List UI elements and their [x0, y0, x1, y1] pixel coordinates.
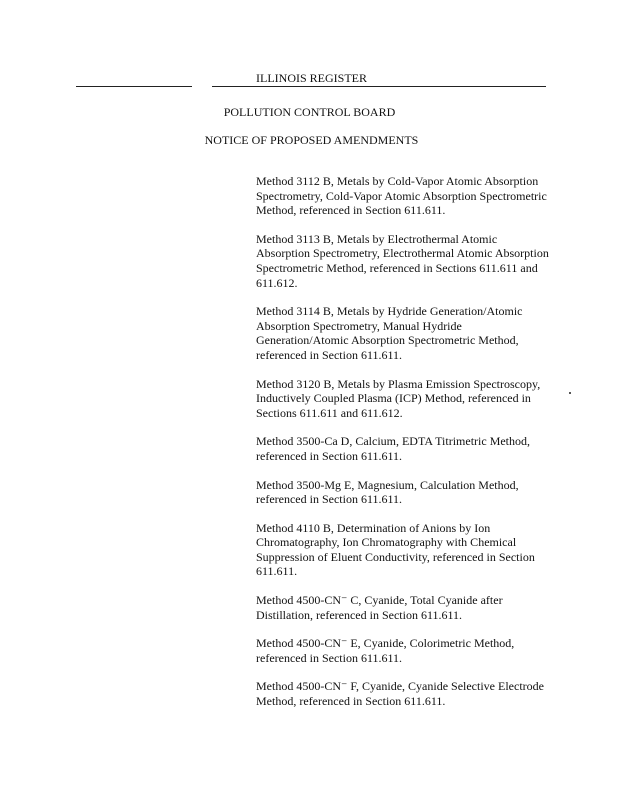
method-entry-3113b: Method 3113 B, Metals by Electrothermal Atomic Absorption Spectrometry, Electrothermal Atomic Absorption Spectrometric Method, referenced in Sections 611.611 and 611.612.	[256, 231, 549, 290]
method-entry-4500-cn-f: Method 4500-CN⁻ F, Cyanide, Cyanide Selective Electrode Method, referenced in Section 611.611.	[256, 679, 544, 709]
board-name: POLLUTION CONTROL BOARD	[223, 105, 396, 119]
method-entry-4500-cn-e: Method 4500-CN⁻ E, Cyanide, Colorimetric Method, referenced in Section 611.611.	[256, 636, 515, 665]
method-entry-4500-cn-c: Method 4500-CN⁻ C, Cyanide, Total Cyanide after Distillation, referenced in Section 611.611.	[256, 593, 503, 622]
method-entry-3112b: Method 3112 B, Metals by Cold-Vapor Atomic Absorption Spectrometry, Cold-Vapor Atomic Absorption Spectrometric Method, referenced in Section 611.611.	[256, 174, 547, 218]
method-entry-3114b: Method 3114 B, Metals by Hydride Generation/Atomic Absorption Spectrometry, Manual Hydride Generation/Atomic Absorption Spectrometric Method, referenced in Section 611.611.	[256, 304, 523, 362]
method-entry-3500-mg-e: Method 3500-Mg E, Magnesium, Calculation Method, referenced in Section 611.611.	[256, 477, 519, 507]
header-rule-right	[212, 86, 546, 87]
method-entry-4110b: Method 4110 B, Determination of Anions by Ion Chromatography, Ion Chromatography with Chemical Suppression of Eluent Conductivity, referenced in Section 611.611.	[256, 520, 535, 579]
method-list	[256, 174, 552, 723]
register-title: ILLINOIS REGISTER	[256, 71, 367, 85]
method-entry-3500-ca-d: Method 3500-Ca D, Calcium, EDTA Titrimetric Method, referenced in Section 611.611.	[256, 434, 531, 463]
scan-speck	[569, 392, 571, 394]
header-rule-left	[76, 86, 192, 87]
notice-title: NOTICE OF PROPOSED AMENDMENTS	[204, 133, 419, 147]
method-entry-3120b: Method 3120 B, Metals by Plasma Emission Spectroscopy, Inductively Coupled Plasma (ICP) Method, referenced in Sections 611.611 and 611.612.	[256, 376, 541, 420]
